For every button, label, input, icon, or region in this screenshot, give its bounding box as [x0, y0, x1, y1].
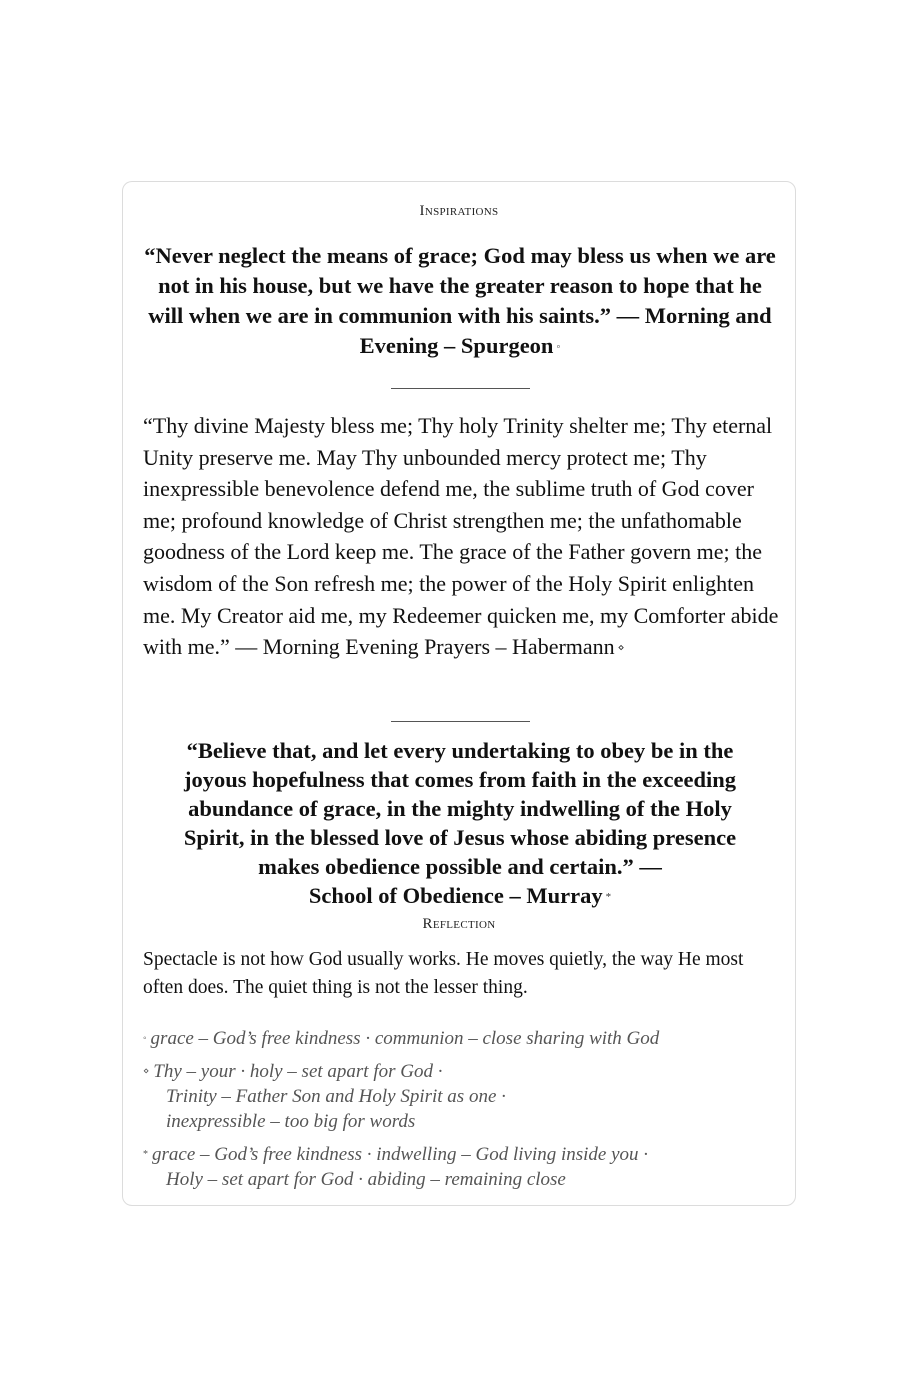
- quote-habermann: [143, 410, 783, 665]
- divider: [391, 721, 530, 722]
- gloss-line: Holy – set apart for God · abiding – remaining close: [166, 1169, 566, 1190]
- gloss-line: inexpressible – too big for words: [166, 1111, 416, 1132]
- quote-murray-source: School of Obedience – Murray: [308, 883, 603, 908]
- gloss-line: grace – God’s free kindness · indwelling – God living inside you ·: [152, 1144, 649, 1165]
- quote-murray-text: “Believe that, and let every undertaking to obey be in the joyous hopefulness that comes from faith in the exceeding abundance of grace, in the mighty indwelling of the Holy Spirit, in the blessed love of Jesus whose abiding presence makes obedience possible and certain.” —: [183, 738, 737, 879]
- section-label-inspirations: Inspirations: [419, 203, 499, 219]
- gloss-line: Trinity – Father Son and Holy Spirit as one ·: [166, 1086, 506, 1107]
- gloss-item: [143, 1026, 783, 1051]
- quote-murray: [163, 736, 757, 912]
- gloss-item: [143, 1059, 783, 1134]
- footnote-marker-circle: ◦: [556, 341, 561, 353]
- gloss-marker: ◦: [143, 1033, 147, 1044]
- gloss-line: grace – God’s free kindness · communion – close sharing with God: [150, 1028, 660, 1049]
- gloss-item: [143, 1142, 783, 1192]
- quote-spurgeon: [143, 241, 777, 362]
- divider: [391, 388, 530, 389]
- devotional-card: [122, 181, 796, 1206]
- quote-spurgeon-text: “Never neglect the means of grace; God may bless us when we are not in his house, but we have the greater reason to hope that he will when we are in communion with his saints.” — Morning and Evening – Spurgeon: [144, 243, 776, 358]
- footnote-marker-asterisk: *: [605, 891, 612, 903]
- reflection-text: Spectacle is not how God usually works. He moves quietly, the way He most often does. The quiet thing is not the lesser thing.: [143, 949, 744, 998]
- section-label-reflection: Reflection: [422, 916, 496, 932]
- gloss-marker: *: [143, 1149, 148, 1160]
- quote-habermann-text: “Thy divine Majesty bless me; Thy holy Trinity shelter me; Thy eternal Unity preserve me. May Thy unbounded mercy protect me; Thy inexpressible benevolence defend me, the sublime truth of God cover me; profound knowledge of Christ strengthen me; the unfathomable goodness of the Lord keep me. The grace of the Father govern me; the wisdom of the Son refresh me; the power of the Holy Spirit enlighten me. My Creator aid me, my Redeemer quicken me, my Comforter abide with me.” — Morning Evening Prayers – Habermann: [143, 413, 779, 660]
- footnote-marker-diamond: ⋄: [617, 642, 625, 655]
- gloss-marker: ⋄: [143, 1066, 150, 1077]
- gloss-line: Thy – your · holy – set apart for God ·: [153, 1061, 443, 1082]
